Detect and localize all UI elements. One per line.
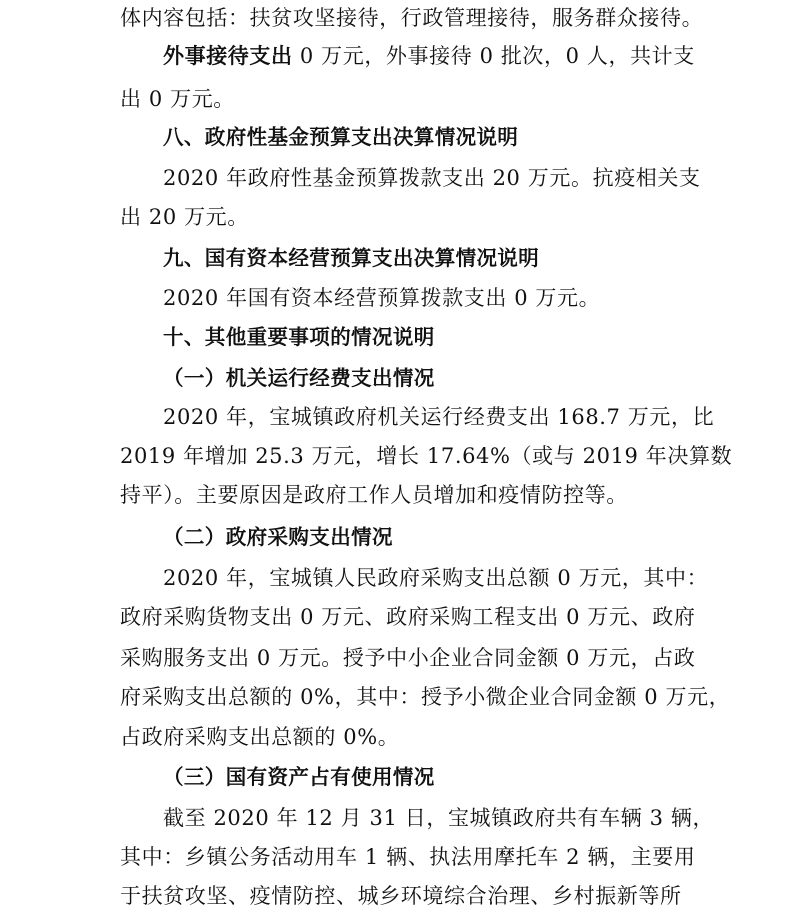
text-line: 其中：乡镇公务活动用车 1 辆、执法用摩托车 2 辆，主要用	[120, 845, 696, 869]
text-line: 出 0 万元。	[120, 87, 235, 111]
text-line: 采购服务支出 0 万元。授予中小企业合同金额 0 万元，占政	[120, 646, 696, 670]
text-line: 体内容包括：扶贫攻坚接待，行政管理接待，服务群众接待。	[120, 6, 704, 30]
subsection-heading: （二）政府采购支出情况	[163, 525, 393, 549]
section-heading: 八、政府性基金预算支出决算情况说明	[163, 125, 519, 149]
text-line: 持平）。主要原因是政府工作人员增加和疫情防控等。	[120, 483, 628, 507]
text-line: 2019 年增加 25.3 万元，增长 17.64%（或与 2019 年决算数	[120, 444, 733, 468]
text-line: 出 20 万元。	[120, 205, 249, 229]
text-line: 府采购支出总额的 0%，其中：授予小微企业合同金额 0 万元，	[120, 685, 731, 709]
subsection-heading: （一）机关运行经费支出情况	[163, 366, 435, 390]
text-line: 于扶贫攻坚、疫情防控、城乡环境综合治理、乡村振新等所	[120, 884, 682, 908]
text-line: 占政府采购支出总额的 0%。	[120, 725, 400, 749]
text-line: 2020 年国有资本经营预算拨款支出 0 万元。	[163, 286, 601, 310]
text-line: 截至 2020 年 12 月 31 日，宝城镇政府共有车辆 3 辆，	[163, 806, 715, 830]
subsection-heading: （三）国有资产占有使用情况	[163, 765, 435, 789]
section-heading: 九、国有资本经营预算支出决算情况说明	[163, 246, 540, 270]
text-line	[163, 41, 695, 71]
text-run: 0 万元，外事接待 0 批次，0 人，共计支	[292, 44, 695, 68]
bold-lead-text: 外事接待支出	[163, 44, 293, 68]
text-line: 2020 年，宝城镇人民政府采购支出总额 0 万元，其中：	[163, 566, 709, 590]
text-line: 2020 年政府性基金预算拨款支出 20 万元。抗疫相关支	[163, 166, 701, 190]
text-line: 2020 年，宝城镇政府机关运行经费支出 168.7 万元，比	[163, 405, 715, 429]
section-heading: 十、其他重要事项的情况说明	[163, 325, 435, 349]
text-line: 政府采购货物支出 0 万元、政府采购工程支出 0 万元、政府	[120, 605, 696, 629]
